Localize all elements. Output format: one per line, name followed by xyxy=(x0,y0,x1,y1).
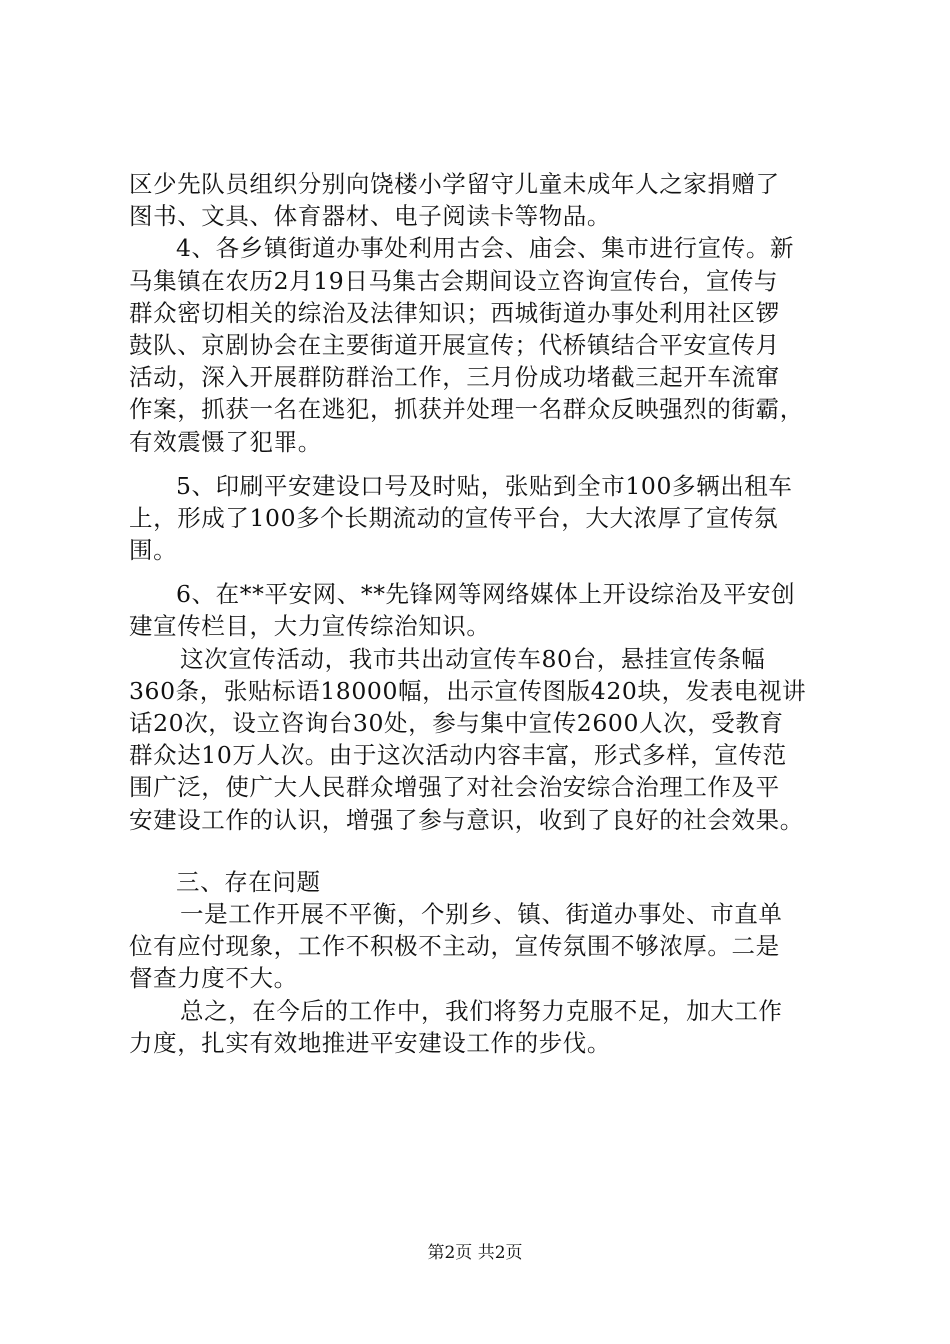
text-line: 建宣传栏目，大力宣传综治知识。 xyxy=(129,612,491,641)
text-line: 群众密切相关的综治及法律知识；西城街道办事处利用社区锣 xyxy=(129,298,780,327)
section-heading: 三、存在问题 xyxy=(176,867,321,896)
text-line: 围。 xyxy=(129,536,178,565)
text-line: 这次宣传活动，我市共出动宣传车80台，悬挂宣传条幅 xyxy=(180,644,766,673)
text-line: 马集镇在农历2月19日马集古会期间设立咨询宣传台，宣传与 xyxy=(129,266,779,295)
text-line: 一是工作开展不平衡，个别乡、镇、街道办事处、市直单 xyxy=(180,899,783,928)
text-line: 4、各乡镇街道办事处利用古会、庙会、集市进行宣传。新 xyxy=(176,234,795,263)
page-footer: 第2页 共2页 xyxy=(427,1243,523,1263)
text-line: 活动，深入开展群防群治工作，三月份成功堵截三起开车流窜 xyxy=(129,363,780,392)
text-line: 安建设工作的认识，增强了参与意识，收到了良好的社会效果。 xyxy=(129,805,804,834)
text-line: 有效震慑了犯罪。 xyxy=(129,427,322,456)
text-line: 围广泛，使广大人民群众增强了对社会治安综合治理工作及平 xyxy=(129,773,780,802)
document-body xyxy=(129,168,835,1059)
text-line: 区少先队员组织分别向饶楼小学留守儿童未成年人之家捐赠了 xyxy=(129,170,780,198)
text-line: 总之，在今后的工作中，我们将努力克服不足，加大工作 xyxy=(180,996,783,1025)
text-line: 5、印刷平安建设口号及时贴，张贴到全市100多辆出租车 xyxy=(176,471,793,500)
text-line: 位有应付现象，工作不积极不主动，宣传氛围不够浓厚。二是 xyxy=(129,932,780,961)
text-line: 360条，张贴标语18000幅，出示宣传图版420块，发表电视讲 xyxy=(129,676,807,705)
text-line: 鼓队、京剧协会在主要街道开展宣传；代桥镇结合平安宣传月 xyxy=(129,330,780,359)
text-line: 6、在**平安网、**先锋网等网络媒体上开设综治及平安创 xyxy=(176,580,796,609)
text-line: 力度，扎实有效地推进平安建设工作的步伐。 xyxy=(129,1028,611,1057)
text-line: 图书、文具、体育器材、电子阅读卡等物品。 xyxy=(129,202,611,231)
text-line: 督查力度不大。 xyxy=(129,964,298,993)
text-line: 群众达10万人次。由于这次活动内容丰富，形式多样，宣传范 xyxy=(129,741,787,770)
text-line: 上，形成了100多个长期流动的宣传平台，大大浓厚了宣传氛 xyxy=(129,503,779,532)
text-line: 作案，抓获一名在逃犯，抓获并处理一名群众反映强烈的街霸， xyxy=(129,395,804,424)
text-line: 话20次，设立咨询台30处，参与集中宣传2600人次，受教育 xyxy=(129,709,784,737)
